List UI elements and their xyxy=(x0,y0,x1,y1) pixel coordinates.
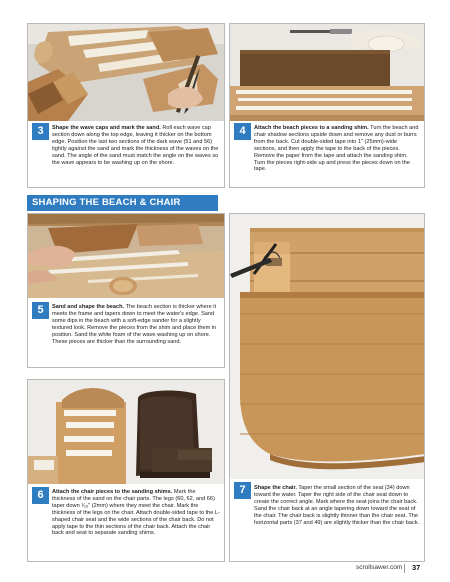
step-title: Shape the wave caps and mark the sand. xyxy=(52,125,161,131)
step-6-caption xyxy=(52,489,220,537)
step-body: Taper the small section of the seat (34) down toward the water. Taper the right side of the chair seat down to create the correct angle. Mark where the seat joins the chair back. Sand the chair back at an angle tapering down toward the seat of the chair. The chair back is slightly thinner than the chair seat. The horizontal parts (37 and 49) are slightly thicker than the chair back. xyxy=(254,485,420,526)
step-6-panel xyxy=(27,379,225,562)
footer-divider xyxy=(404,564,405,573)
beach-photo xyxy=(28,214,224,298)
step-7-caption xyxy=(254,485,420,526)
step-title: Attach the chair pieces to the sanding shims. xyxy=(52,489,173,495)
step-4-caption xyxy=(254,125,420,173)
step-5-photo xyxy=(28,214,224,298)
step-number-badge: 3 xyxy=(32,123,49,140)
step-number-badge: 5 xyxy=(32,302,49,319)
page-number: 37 xyxy=(412,563,421,572)
step-body: Roll each wave cap section down along the top edge, leaving it thicker on the bottom edge. Position the last two sections of the dark wave (51 and 56) tightly against the sand and mark the thickness of the waves on the sand. The angle of the sand must match the angle on the waves so the wave appears to be washing up on the shore. xyxy=(52,125,219,166)
step-number-badge: 6 xyxy=(32,487,49,504)
wave-caps-photo xyxy=(28,24,224,121)
step-3-caption xyxy=(52,125,220,166)
chair-pieces-photo xyxy=(28,380,224,484)
step-3-panel xyxy=(27,23,225,188)
step-4-photo xyxy=(230,24,424,121)
step-body: Mark the thickness of the sand on the chair parts. The legs (60, 62, and 66) taper down ¹⁄₁₆" (2mm) where they meet the chair. Mark the thickness of the legs on the chair. Attach double-sided tape to the L-shaped chair seat and the wide sections of the chair back. Do not apply tape to the thin sections of the chair back. Attach the chair back and seat to separate sanding shims. xyxy=(52,489,220,537)
step-body: Turn the beach and chair shadow sections upside down and remove any dust or burrs from the back. Cut double-sided tape into 1" (25mm)-wide sections, and then apply the tape to the back of the pieces. Remove the paper from the tape and attach the sanding shim. Turn the pieces right-side up and press the pieces down on the tape. xyxy=(254,125,419,173)
step-3-photo xyxy=(28,24,224,121)
step-title: Attach the beach pieces to a sanding shim. xyxy=(254,125,369,131)
step-7-photo xyxy=(230,214,424,479)
sanding-shim-photo xyxy=(230,24,424,121)
step-body: The beach section is thicker where it meets the frame and tapers down to meet the water's edge. Sand some dips in the beach with a soft-edge sander for a slightly textured look. Remove the pieces from the shim and place them in position. Sand the white foam of the wave washing up on shore. These pieces are thicker than the surrounding sand. xyxy=(52,304,217,345)
footer-website: scrollsawer.com xyxy=(356,564,403,571)
step-4-panel xyxy=(229,23,425,188)
step-6-photo xyxy=(28,380,224,484)
step-number-badge: 7 xyxy=(234,482,251,499)
section-heading: SHAPING THE BEACH & CHAIR xyxy=(27,195,218,211)
step-5-caption xyxy=(52,304,220,345)
step-title: Sand and shape the beach. xyxy=(52,304,125,310)
chair-photo xyxy=(230,214,424,479)
step-5-panel xyxy=(27,213,225,368)
step-7-panel xyxy=(229,213,425,562)
step-number-badge: 4 xyxy=(234,123,251,140)
step-title: Shape the chair. xyxy=(254,485,297,491)
